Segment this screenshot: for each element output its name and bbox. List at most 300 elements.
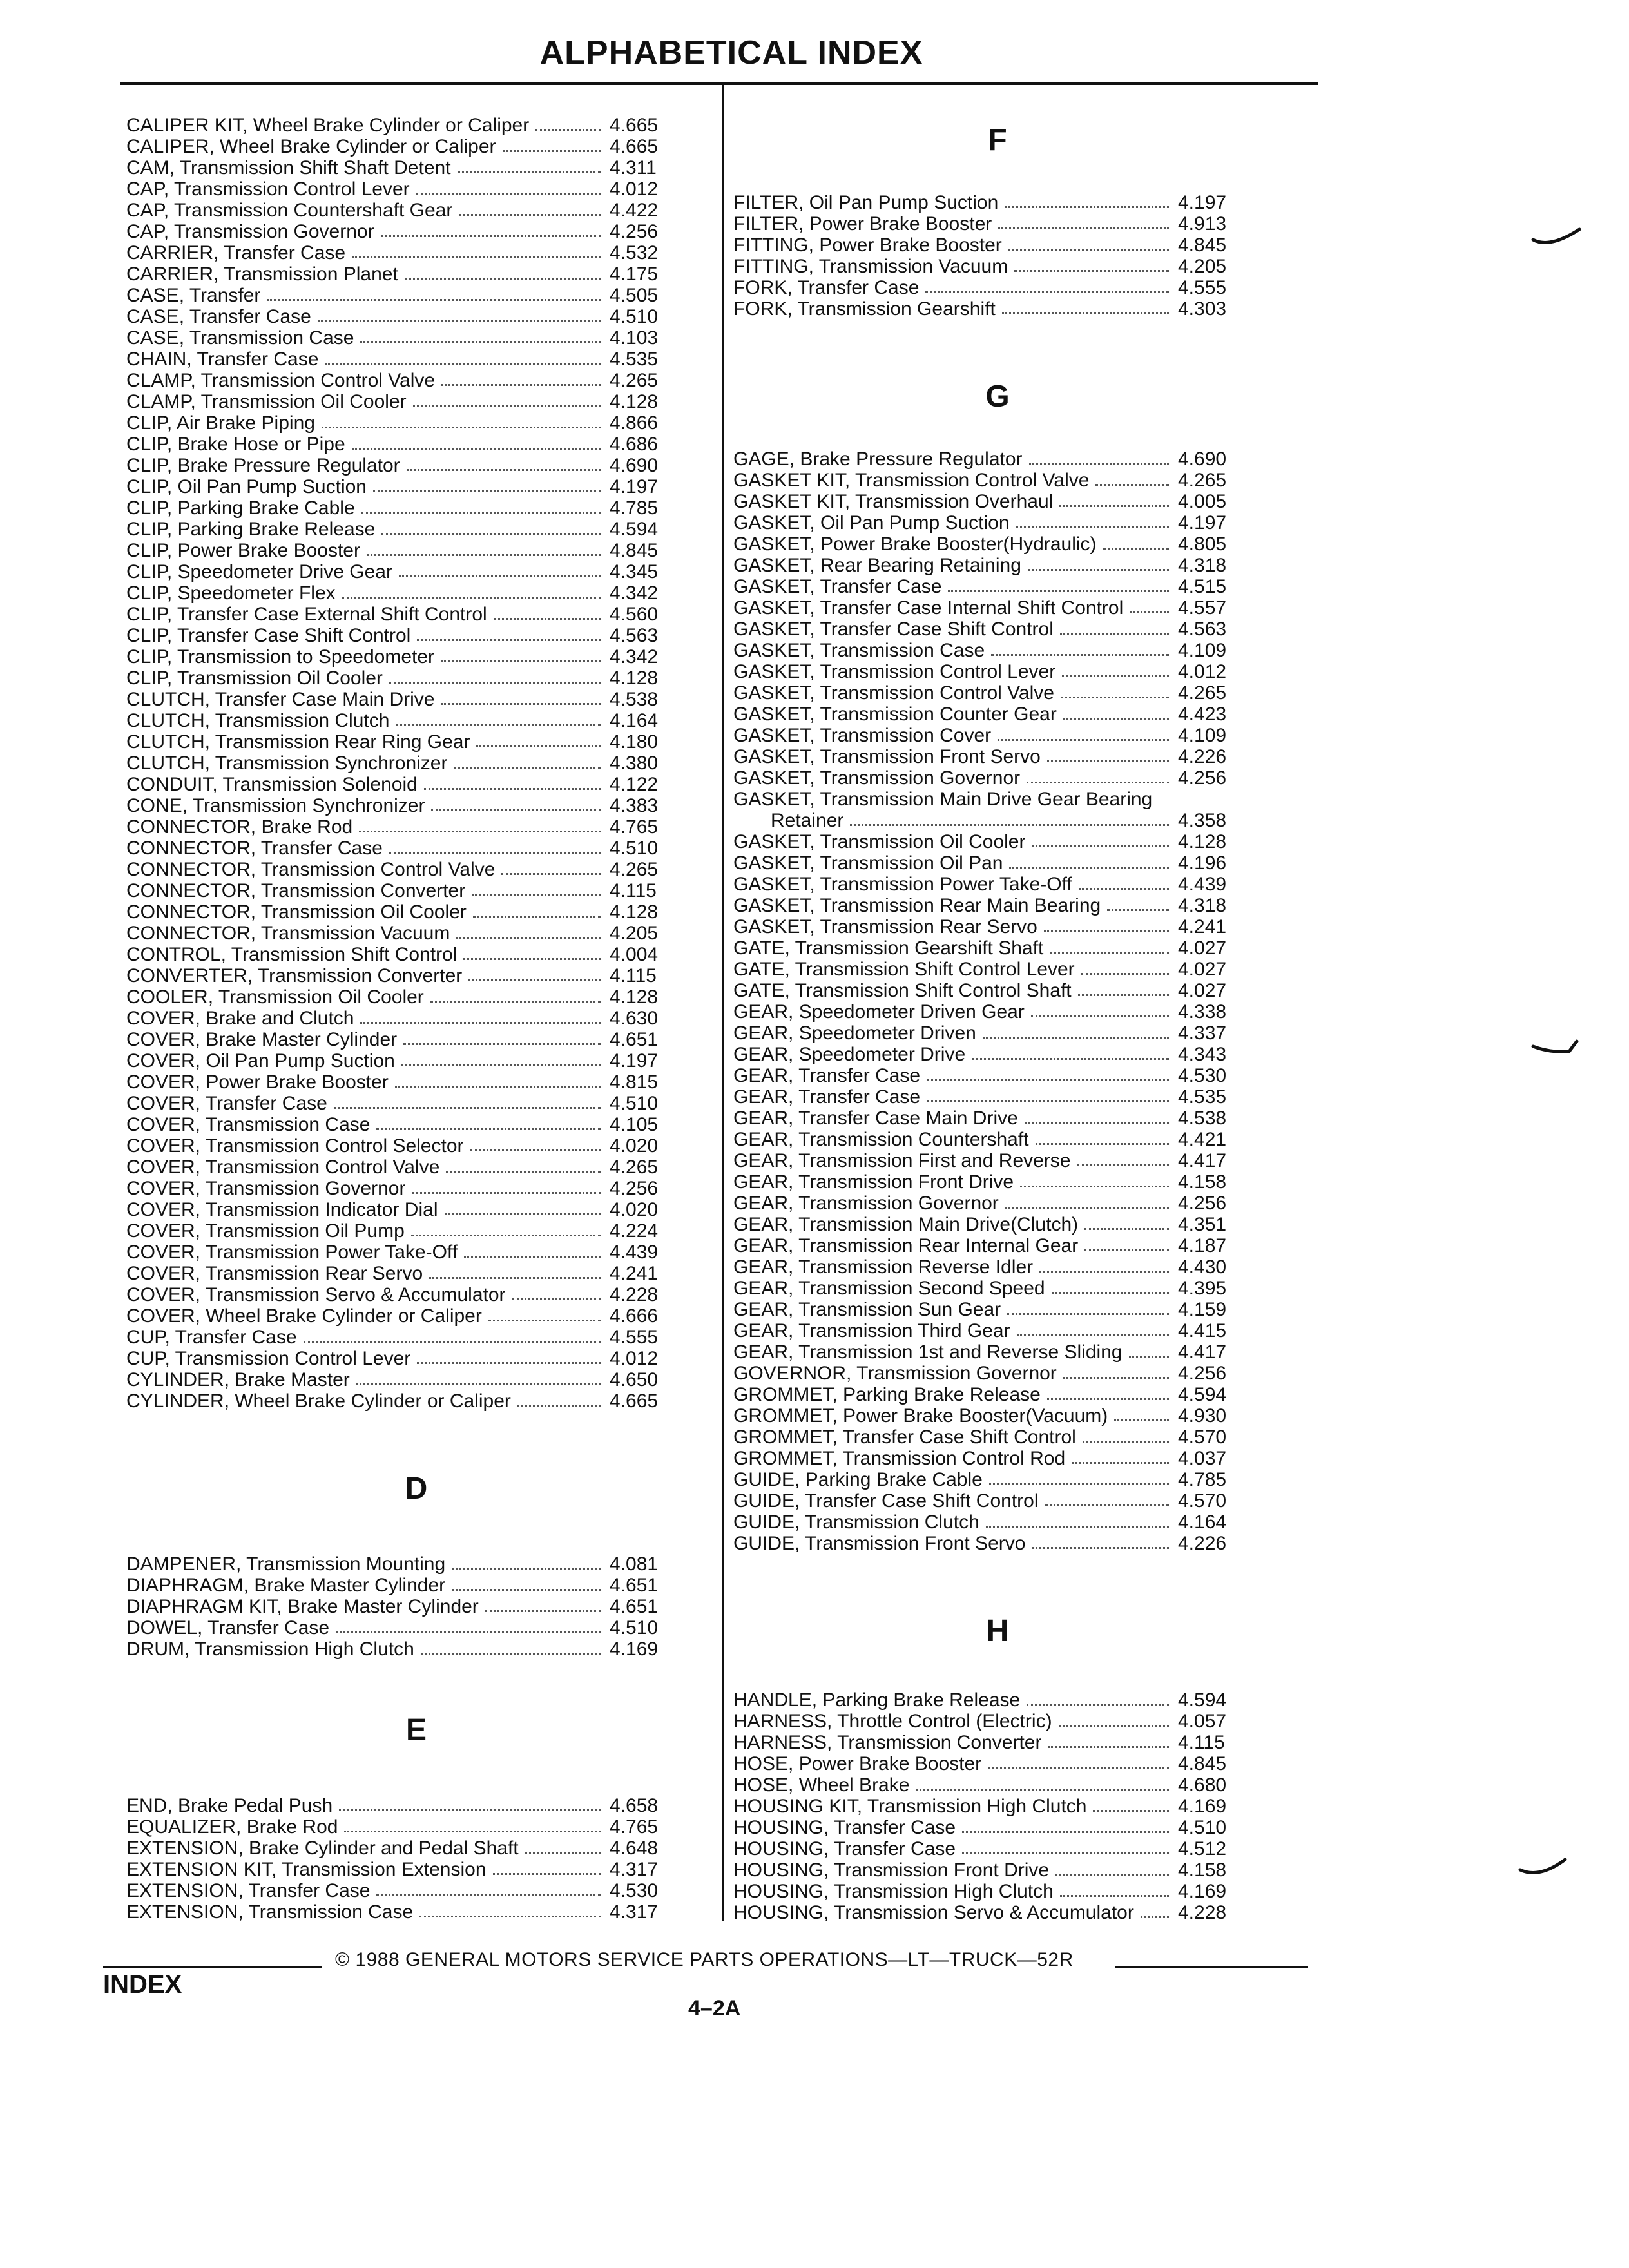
dot-leader	[446, 1171, 601, 1173]
dot-leader	[927, 1079, 1169, 1081]
dot-leader	[1008, 249, 1169, 251]
index-entry	[733, 1044, 1262, 1065]
dot-leader	[1020, 1186, 1169, 1187]
entry-page: 4.256	[610, 221, 659, 242]
index-entry	[733, 555, 1262, 576]
entry-name: GEAR, Transfer Case	[733, 1086, 921, 1108]
entry-page: 4.109	[1178, 725, 1227, 746]
entry-name: HOSE, Wheel Brake	[733, 1774, 910, 1796]
index-entry	[126, 604, 706, 625]
dot-leader	[1072, 1462, 1169, 1464]
entry-page: 4.265	[610, 370, 659, 391]
checkmark-icon	[1518, 1856, 1569, 1881]
dot-leader	[452, 1589, 601, 1591]
dot-leader	[1081, 973, 1169, 975]
index-entry	[733, 1469, 1262, 1490]
dot-leader	[441, 384, 601, 386]
index-entry	[126, 1135, 706, 1157]
index-entry	[126, 986, 706, 1008]
entry-name: GUIDE, Transfer Case Shift Control	[733, 1490, 1039, 1512]
dot-leader	[458, 171, 601, 173]
dot-leader	[1103, 548, 1169, 550]
entry-page: 4.158	[1178, 1860, 1227, 1881]
index-entry	[733, 213, 1262, 235]
dot-leader	[1055, 1874, 1169, 1876]
index-entry	[126, 1795, 706, 1816]
entry-page: 4.650	[610, 1369, 659, 1390]
index-entry	[126, 1348, 706, 1369]
index-entry	[733, 1001, 1262, 1023]
index-entry	[733, 831, 1262, 852]
index-entry	[733, 661, 1262, 682]
entry-name: GASKET, Transmission Oil Cooler	[733, 831, 1026, 852]
entry-page: 4.930	[1178, 1405, 1227, 1427]
entry-name: CALIPER KIT, Wheel Brake Cylinder or Caliper	[126, 115, 530, 136]
entry-page: 4.538	[1178, 1108, 1227, 1129]
dot-leader	[441, 703, 601, 705]
index-entry	[733, 725, 1262, 746]
dot-leader	[342, 597, 601, 599]
entry-page: 4.115	[610, 965, 657, 986]
dot-leader	[991, 654, 1169, 656]
entry-name: COVER, Transmission Case	[126, 1114, 371, 1135]
entry-page: 4.205	[1178, 256, 1227, 277]
entry-name: CONVERTER, Transmission Converter	[126, 965, 463, 986]
index-entry	[126, 476, 706, 497]
dot-leader	[476, 745, 601, 747]
entry-name: GEAR, Speedometer Driven	[733, 1023, 976, 1044]
index-entry	[733, 682, 1262, 704]
entry-page: 4.169	[1178, 1796, 1227, 1817]
entry-page: 4.027	[1178, 937, 1227, 959]
entry-page: 4.555	[610, 1327, 659, 1348]
dot-leader	[1061, 697, 1169, 698]
entry-page: 4.226	[1178, 746, 1227, 767]
index-entry	[733, 1256, 1262, 1278]
entry-page: 4.594	[610, 519, 659, 540]
index-entry	[126, 1114, 706, 1135]
entry-page: 4.510	[610, 306, 659, 327]
dot-leader	[1114, 1419, 1169, 1421]
dot-leader	[962, 1831, 1169, 1833]
dot-leader	[421, 1653, 601, 1655]
entry-page: 4.530	[1178, 1065, 1227, 1086]
index-entry	[733, 1860, 1262, 1881]
index-section	[733, 371, 1262, 1554]
entry-page: 4.785	[610, 497, 659, 519]
section-letter: G	[985, 380, 1010, 414]
dot-leader	[1027, 1704, 1169, 1706]
entry-page: 4.512	[1178, 1838, 1227, 1860]
dot-leader	[416, 193, 601, 195]
entry-page: 4.197	[610, 476, 659, 497]
footer-rule-left	[103, 1966, 322, 1968]
dot-leader	[396, 724, 601, 726]
index-entry	[733, 533, 1262, 555]
dot-leader	[361, 512, 601, 514]
entry-name: COVER, Transmission Control Selector	[126, 1135, 464, 1157]
entry-page: 4.422	[610, 200, 659, 221]
entry-name: GASKET, Transmission Main Drive Gear Bearing	[733, 789, 1153, 810]
dot-leader	[318, 320, 601, 322]
index-entry	[126, 1220, 706, 1242]
index-entry	[733, 512, 1262, 533]
entry-name: CASE, Transfer	[126, 285, 261, 306]
entry-name: CONNECTOR, Transmission Vacuum	[126, 923, 450, 944]
entry-name: CLUTCH, Transmission Rear Ring Gear	[126, 731, 470, 753]
entry-page: 4.532	[610, 242, 659, 264]
entry-name: GASKET, Oil Pan Pump Suction	[733, 512, 1010, 533]
dot-leader	[1052, 1292, 1169, 1294]
entry-name: COVER, Brake Master Cylinder	[126, 1029, 398, 1050]
entry-name: EXTENSION, Brake Cylinder and Pedal Shaft	[126, 1838, 519, 1859]
entry-name: GROMMET, Parking Brake Release	[733, 1384, 1041, 1405]
index-section	[126, 1705, 706, 1923]
entry-page: 4.005	[1178, 491, 1227, 512]
entry-page: 4.012	[610, 1348, 659, 1369]
entry-page: 4.109	[1178, 640, 1227, 661]
entry-page: 4.555	[1178, 277, 1227, 298]
entry-page: 4.037	[1178, 1448, 1227, 1469]
index-entry	[126, 1816, 706, 1838]
dot-leader	[983, 1037, 1169, 1039]
dot-leader	[535, 129, 601, 131]
entry-page: 4.197	[1178, 512, 1227, 533]
entry-name: COVER, Transmission Indicator Dial	[126, 1199, 438, 1220]
entry-name: GOVERNOR, Transmission Governor	[733, 1363, 1057, 1384]
entry-name: GEAR, Speedometer Driven Gear	[733, 1001, 1025, 1023]
footer-copyright: © 1988 GENERAL MOTORS SERVICE PARTS OPERATIONS—LT—TRUCK—52R	[335, 1949, 1074, 1970]
index-entry	[733, 1689, 1262, 1711]
dot-leader	[452, 1568, 601, 1570]
entry-name: GEAR, Speedometer Drive	[733, 1044, 966, 1065]
dot-leader	[1063, 1377, 1169, 1379]
dot-leader	[473, 916, 601, 918]
entry-page: 4.805	[1178, 533, 1227, 555]
entry-name: CALIPER, Wheel Brake Cylinder or Caliper	[126, 136, 496, 157]
dot-leader	[429, 1277, 601, 1279]
dot-leader	[512, 1298, 601, 1300]
dot-leader	[454, 767, 601, 769]
entry-name: FITTING, Power Brake Booster	[733, 235, 1002, 256]
dot-leader	[464, 1256, 601, 1258]
entry-page: 4.265	[610, 1157, 659, 1178]
entry-name: CYLINDER, Wheel Brake Cylinder or Caliper	[126, 1390, 511, 1412]
entry-name: CLIP, Oil Pan Pump Suction	[126, 476, 367, 497]
entry-page: 4.196	[1178, 852, 1227, 874]
index-entry	[733, 1774, 1262, 1796]
entry-page: 4.439	[610, 1242, 659, 1263]
dot-leader	[525, 1852, 601, 1854]
entry-name: GASKET, Transmission Counter Gear	[733, 704, 1057, 725]
dot-leader	[988, 1767, 1169, 1769]
entry-name: DIAPHRAGM KIT, Brake Master Cylinder	[126, 1596, 479, 1617]
entry-name: CLIP, Power Brake Booster	[126, 540, 360, 561]
entry-name: HANDLE, Parking Brake Release	[733, 1689, 1021, 1711]
dot-leader	[962, 1852, 1169, 1854]
entry-page: 4.765	[610, 1816, 659, 1838]
entry-name: CONE, Transmission Synchronizer	[126, 795, 425, 816]
entry-name: GEAR, Transmission 1st and Reverse Sliding	[733, 1341, 1123, 1363]
dot-leader	[1036, 1143, 1169, 1145]
entry-name-continued: Retainer	[771, 810, 844, 831]
entry-page: 4.665	[610, 115, 659, 136]
index-entry	[733, 959, 1262, 980]
entry-page: 4.159	[1178, 1299, 1227, 1320]
index-entry	[126, 1305, 706, 1327]
entry-name: FORK, Transfer Case	[733, 277, 920, 298]
entry-name: GEAR, Transmission Rear Internal Gear	[733, 1235, 1079, 1256]
entry-name: CYLINDER, Brake Master	[126, 1369, 350, 1390]
entry-page: 4.317	[610, 1859, 659, 1880]
entry-page: 4.164	[610, 710, 659, 731]
entry-page: 4.081	[610, 1553, 659, 1575]
section-letter: E	[405, 1713, 427, 1747]
index-entry	[733, 298, 1262, 320]
footer-rule-right	[1115, 1966, 1308, 1968]
entry-name: EXTENSION KIT, Transmission Extension	[126, 1859, 487, 1880]
entry-page: 4.845	[610, 540, 659, 561]
entry-name: DAMPENER, Transmission Mounting	[126, 1553, 446, 1575]
index-entry	[733, 1363, 1262, 1384]
dot-leader	[948, 590, 1169, 592]
entry-name: FILTER, Oil Pan Pump Suction	[733, 192, 999, 213]
entry-name: GROMMET, Power Brake Booster(Vacuum)	[733, 1405, 1108, 1427]
entry-name: GUIDE, Transmission Front Servo	[733, 1533, 1026, 1554]
entry-page: 4.505	[610, 285, 659, 306]
dot-leader	[360, 1022, 601, 1024]
entry-name: GAGE, Brake Pressure Regulator	[733, 448, 1023, 470]
index-entry	[126, 1639, 706, 1660]
entry-page: 4.680	[1178, 1774, 1227, 1796]
entry-name: HOUSING, Transfer Case	[733, 1838, 956, 1860]
dot-leader	[1084, 1249, 1169, 1251]
dot-leader	[336, 1631, 601, 1633]
entry-page: 4.128	[1178, 831, 1227, 852]
entry-name: EQUALIZER, Brake Rod	[126, 1816, 338, 1838]
index-entry	[733, 1129, 1262, 1150]
entry-name: GEAR, Transmission Governor	[733, 1193, 999, 1214]
entry-page: 4.665	[610, 136, 659, 157]
entry-page: 4.570	[1178, 1427, 1227, 1448]
entry-name: COVER, Brake and Clutch	[126, 1008, 354, 1029]
index-entry	[733, 1108, 1262, 1129]
left-column	[126, 115, 706, 1923]
dot-leader	[1031, 1015, 1169, 1017]
dot-leader	[430, 1001, 601, 1003]
entry-name: CAP, Transmission Governor	[126, 221, 374, 242]
entry-page: 4.557	[1178, 597, 1227, 619]
entry-page: 4.004	[610, 944, 659, 965]
entry-page: 4.180	[610, 731, 659, 753]
index-entry	[733, 640, 1262, 661]
dot-leader	[431, 809, 601, 811]
index-entry	[126, 901, 706, 923]
dot-leader	[441, 660, 601, 662]
entry-page: 4.169	[1178, 1881, 1227, 1902]
index-entry	[733, 1427, 1262, 1448]
index-entry	[733, 1490, 1262, 1512]
index-entry	[126, 519, 706, 540]
entry-page: 4.563	[1178, 619, 1227, 640]
entry-name: COOLER, Transmission Oil Cooler	[126, 986, 424, 1008]
index-entry	[126, 668, 706, 689]
entry-page: 4.648	[610, 1838, 659, 1859]
entry-page: 4.380	[610, 753, 659, 774]
entry-page: 4.510	[610, 838, 659, 859]
dot-leader	[325, 363, 601, 365]
dot-leader	[468, 979, 601, 981]
index-entry	[126, 1050, 706, 1072]
dot-leader	[389, 682, 601, 684]
index-entry	[126, 561, 706, 582]
entry-name: GUIDE, Parking Brake Cable	[733, 1469, 983, 1490]
dot-leader	[1048, 1746, 1169, 1748]
entry-page: 4.913	[1178, 213, 1227, 235]
entry-name: CONNECTOR, Transmission Converter	[126, 880, 466, 901]
entry-page: 4.342	[610, 582, 659, 604]
entry-name: GASKET, Power Brake Booster(Hydraulic)	[733, 533, 1097, 555]
entry-name: GATE, Transmission Gearshift Shaft	[733, 937, 1044, 959]
index-entry	[126, 115, 706, 136]
dot-leader	[1009, 867, 1169, 869]
index-entry	[126, 625, 706, 646]
entry-name: CONNECTOR, Transmission Oil Cooler	[126, 901, 467, 923]
dot-leader	[1084, 1228, 1169, 1230]
index-entry	[733, 1150, 1262, 1171]
dot-leader	[1028, 569, 1169, 571]
entry-page: 4.317	[610, 1901, 659, 1923]
dot-leader	[501, 873, 601, 875]
entry-name: GEAR, Transmission Second Speed	[733, 1278, 1045, 1299]
entry-page: 4.358	[1178, 810, 1227, 831]
index-entry	[126, 1838, 706, 1859]
dot-leader	[1095, 484, 1169, 486]
entry-page: 4.690	[610, 455, 659, 476]
entry-page: 4.027	[1178, 959, 1227, 980]
index-entry	[126, 774, 706, 795]
index-entry	[733, 1193, 1262, 1214]
entry-page: 4.115	[1178, 1732, 1225, 1753]
index-entry	[733, 1881, 1262, 1902]
dot-leader	[403, 1043, 601, 1045]
entry-page: 4.570	[1178, 1490, 1227, 1512]
entry-page: 4.256	[1178, 1363, 1227, 1384]
index-entry	[733, 1902, 1262, 1923]
dot-leader	[916, 1789, 1169, 1791]
entry-page: 4.510	[610, 1093, 659, 1114]
entry-name: CAP, Transmission Countershaft Gear	[126, 200, 453, 221]
entry-page: 4.224	[610, 1220, 659, 1242]
index-entry	[733, 1384, 1262, 1405]
entry-name: GASKET, Transfer Case Internal Shift Control	[733, 597, 1124, 619]
dot-leader	[1060, 1895, 1169, 1897]
entry-name: GEAR, Transmission Main Drive(Clutch)	[733, 1214, 1079, 1235]
entry-name: GASKET, Transfer Case	[733, 576, 942, 597]
entry-name: CLIP, Transfer Case External Shift Control	[126, 604, 487, 625]
dot-leader	[1050, 952, 1169, 954]
entry-page: 4.765	[610, 816, 659, 838]
index-entry	[733, 789, 1262, 831]
index-entry	[126, 157, 706, 178]
index-entry	[126, 1390, 706, 1412]
dot-leader	[1077, 1164, 1170, 1166]
entry-name: CLIP, Parking Brake Release	[126, 519, 376, 540]
entry-page: 4.690	[1178, 448, 1227, 470]
dot-leader	[493, 1873, 601, 1875]
index-entry	[733, 1023, 1262, 1044]
dot-leader	[360, 341, 601, 343]
index-entry	[733, 1838, 1262, 1860]
entry-page: 4.318	[1178, 895, 1227, 916]
index-entry	[733, 1214, 1262, 1235]
index-entry	[733, 1405, 1262, 1427]
dot-leader	[1059, 1725, 1169, 1727]
entry-name: HOUSING, Transfer Case	[733, 1817, 956, 1838]
entry-name: CLIP, Speedometer Flex	[126, 582, 336, 604]
entry-page: 4.256	[1178, 1193, 1227, 1214]
index-entry	[126, 1901, 706, 1923]
index-entry	[733, 235, 1262, 256]
index-entry	[126, 1596, 706, 1617]
entry-name: COVER, Transmission Control Valve	[126, 1157, 440, 1178]
entry-name: EXTENSION, Transfer Case	[126, 1880, 371, 1901]
entry-name: HOUSING, Transmission Servo & Accumulator	[733, 1902, 1134, 1923]
entry-name: CASE, Transmission Case	[126, 327, 354, 349]
entry-name: GASKET, Transmission Oil Pan	[733, 852, 1003, 874]
entry-page: 4.651	[610, 1575, 659, 1596]
entry-page: 4.020	[610, 1199, 659, 1220]
dot-leader	[470, 1149, 601, 1151]
section-letter: D	[405, 1472, 428, 1506]
entry-name: CLIP, Brake Hose or Pipe	[126, 434, 345, 455]
entry-name: FITTING, Transmission Vacuum	[733, 256, 1008, 277]
entry-page: 4.128	[610, 668, 659, 689]
entry-page: 4.439	[1178, 874, 1227, 895]
index-entry	[126, 1617, 706, 1639]
index-entry	[126, 1369, 706, 1390]
entry-name: CLUTCH, Transmission Clutch	[126, 710, 390, 731]
dot-leader	[445, 1213, 601, 1215]
dot-leader	[1025, 1122, 1169, 1124]
index-entry	[733, 704, 1262, 725]
entry-name: CONNECTOR, Transmission Control Valve	[126, 859, 496, 880]
entry-name: GATE, Transmission Shift Control Shaft	[733, 980, 1072, 1001]
dot-leader	[359, 831, 601, 832]
dot-leader	[322, 427, 601, 428]
dot-leader	[1017, 1334, 1169, 1336]
dot-leader	[1063, 718, 1169, 720]
entry-name: GEAR, Transfer Case Main Drive	[733, 1108, 1018, 1129]
entry-page: 4.265	[1178, 470, 1227, 491]
column-divider	[722, 85, 724, 1921]
dot-leader	[850, 824, 1169, 826]
entry-name: FILTER, Power Brake Booster	[733, 213, 992, 235]
section-letter: F	[988, 123, 1007, 157]
entry-name: CLIP, Transmission to Speedometer	[126, 646, 435, 668]
entry-page: 4.342	[610, 646, 659, 668]
dot-leader	[352, 448, 601, 450]
entry-name: HOUSING, Transmission Front Drive	[733, 1860, 1050, 1881]
entry-page: 4.020	[610, 1135, 659, 1157]
dot-leader	[456, 937, 601, 939]
entry-name: CHAIN, Transfer Case	[126, 349, 319, 370]
entry-name: GASKET, Transmission Case	[733, 640, 985, 661]
dot-leader	[395, 1086, 601, 1088]
entry-name: CLIP, Transmission Oil Cooler	[126, 668, 383, 689]
entry-name: GEAR, Transmission Third Gear	[733, 1320, 1010, 1341]
entry-name: CLUTCH, Transfer Case Main Drive	[126, 689, 435, 710]
